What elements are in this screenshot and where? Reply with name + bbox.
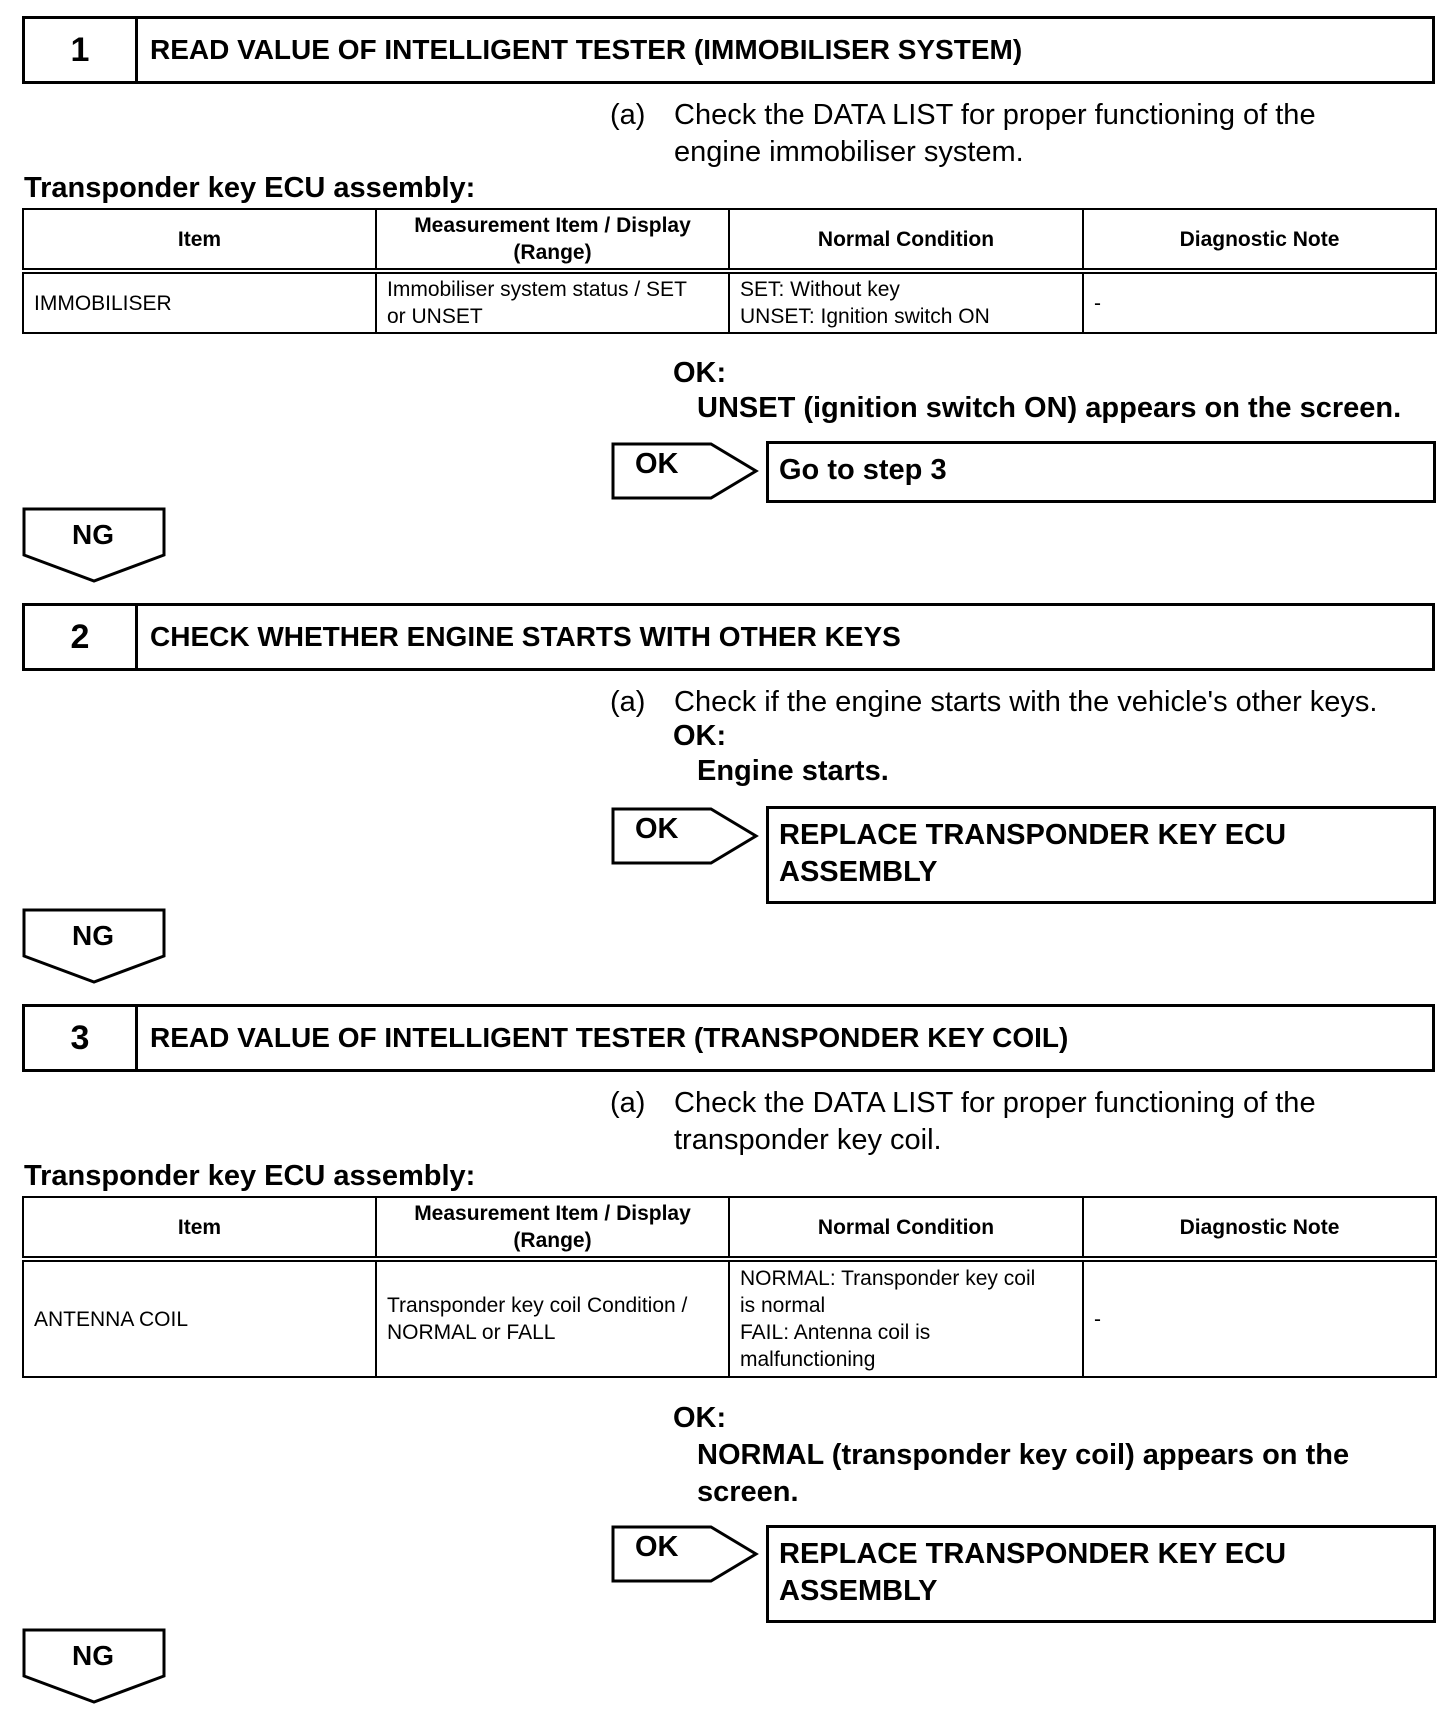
step-1-header (22, 16, 1435, 84)
cell-line: SET: Without key (740, 278, 900, 301)
cell-line: Immobiliser system status / SET (387, 278, 687, 301)
header-normal-condition: Normal Condition (729, 1197, 1083, 1259)
table-row (23, 271, 1436, 333)
instruction-label: (a) (610, 1087, 646, 1119)
cell-line: or UNSET (387, 305, 483, 328)
ok-arrow-label: OK (635, 1531, 679, 1563)
cell-line: is normal (740, 1294, 826, 1317)
step-number: 1 (25, 19, 138, 81)
ok-condition-line: screen. (697, 1476, 799, 1508)
ok-condition-line: Engine starts. (697, 755, 889, 787)
table-row (23, 1259, 1436, 1377)
step-title: READ VALUE OF INTELLIGENT TESTER (IMMOBILISER SYSTEM) (150, 34, 1023, 65)
ok-arrow-label: OK (635, 448, 679, 480)
result-line: ASSEMBLY (779, 1575, 938, 1607)
header-measurement (376, 1197, 729, 1259)
result-box (766, 806, 1436, 904)
cell-line: malfunctioning (740, 1348, 876, 1371)
instruction-label: (a) (610, 99, 646, 131)
ok-condition-label: OK: (673, 357, 727, 389)
cell-line: UNSET: Ignition switch ON (740, 305, 990, 328)
ok-condition-text (697, 753, 1442, 790)
ng-label: NG (72, 1640, 114, 1671)
instruction-line: Check the DATA LIST for proper functioning of the (674, 1087, 1316, 1119)
ng-label: NG (72, 519, 114, 550)
result-line: ASSEMBLY (779, 856, 938, 888)
step-title: CHECK WHETHER ENGINE STARTS WITH OTHER KEYS (150, 621, 901, 652)
ng-arrow (22, 1628, 167, 1704)
ng-arrow (22, 908, 167, 984)
result-box (766, 1525, 1436, 1623)
result-line: REPLACE TRANSPONDER KEY ECU (779, 819, 1287, 851)
header-diagnostic-note: Diagnostic Note (1083, 209, 1436, 271)
cell-measurement (376, 271, 729, 333)
ok-arrow (611, 807, 761, 865)
cell-normal-condition (729, 1259, 1083, 1377)
table-label: Transponder key ECU assembly: (24, 172, 476, 204)
cell-line: Transponder key coil Condition / (387, 1294, 688, 1317)
ok-condition-label: OK: (673, 1402, 727, 1434)
ng-arrow (22, 507, 167, 583)
ok-condition-label: OK: (673, 720, 727, 752)
table-header-row (23, 1197, 1436, 1259)
data-list-table (22, 208, 1437, 334)
cell-item: ANTENNA COIL (23, 1259, 376, 1377)
cell-line: NORMAL: Transponder key coil (740, 1267, 1036, 1290)
table-header-row (23, 209, 1436, 271)
instruction-line: Check the DATA LIST for proper functioning of the (674, 99, 1316, 131)
step-2-header (22, 603, 1435, 671)
step-3-instruction (610, 1085, 1450, 1165)
cell-normal-condition (729, 271, 1083, 333)
result-line: Go to step 3 (779, 454, 947, 486)
ok-arrow-label: OK (635, 813, 679, 845)
header-measurement-line: Measurement Item / Display (414, 214, 691, 237)
header-measurement-line: Measurement Item / Display (414, 1202, 691, 1225)
cell-item: IMMOBILISER (23, 271, 376, 333)
step-number: 2 (25, 606, 138, 668)
ok-arrow (611, 1525, 761, 1583)
arrow-right-icon (611, 442, 761, 500)
header-range-line: (Range) (513, 1229, 592, 1252)
step-number: 3 (25, 1007, 138, 1069)
header-item: Item (23, 1197, 376, 1259)
instruction-label: (a) (610, 686, 646, 718)
cell-line: FAIL: Antenna coil is (740, 1321, 931, 1344)
header-item: Item (23, 209, 376, 271)
ok-condition-text (697, 390, 1442, 427)
step-3-header (22, 1004, 1435, 1072)
ok-condition-line: NORMAL (transponder key coil) appears on the (697, 1439, 1350, 1471)
header-diagnostic-note: Diagnostic Note (1083, 1197, 1436, 1259)
step-1-instruction (610, 97, 1450, 177)
cell-diagnostic-note: - (1083, 1259, 1436, 1377)
cell-diagnostic-note: - (1083, 271, 1436, 333)
arrow-right-icon (611, 1525, 761, 1583)
instruction-line: Check if the engine starts with the vehicle's other keys. (674, 686, 1378, 718)
cell-line: NORMAL or FALL (387, 1321, 556, 1344)
ok-arrow (611, 442, 761, 500)
ng-label: NG (72, 920, 114, 951)
step-2-instruction (610, 684, 1450, 724)
cell-measurement (376, 1259, 729, 1377)
table-label: Transponder key ECU assembly: (24, 1160, 476, 1192)
data-list-table (22, 1196, 1437, 1378)
header-measurement (376, 209, 729, 271)
result-line: REPLACE TRANSPONDER KEY ECU (779, 1538, 1287, 1570)
ok-condition-line: UNSET (ignition switch ON) appears on the screen. (697, 392, 1402, 424)
result-box (766, 441, 1436, 503)
arrow-right-icon (611, 807, 761, 865)
header-normal-condition: Normal Condition (729, 209, 1083, 271)
header-range-line: (Range) (513, 241, 592, 264)
ok-condition-text (697, 1437, 1442, 1511)
instruction-line: transponder key coil. (674, 1124, 942, 1156)
step-title: READ VALUE OF INTELLIGENT TESTER (TRANSPONDER KEY COIL) (150, 1022, 1069, 1053)
instruction-line: engine immobiliser system. (674, 136, 1024, 168)
